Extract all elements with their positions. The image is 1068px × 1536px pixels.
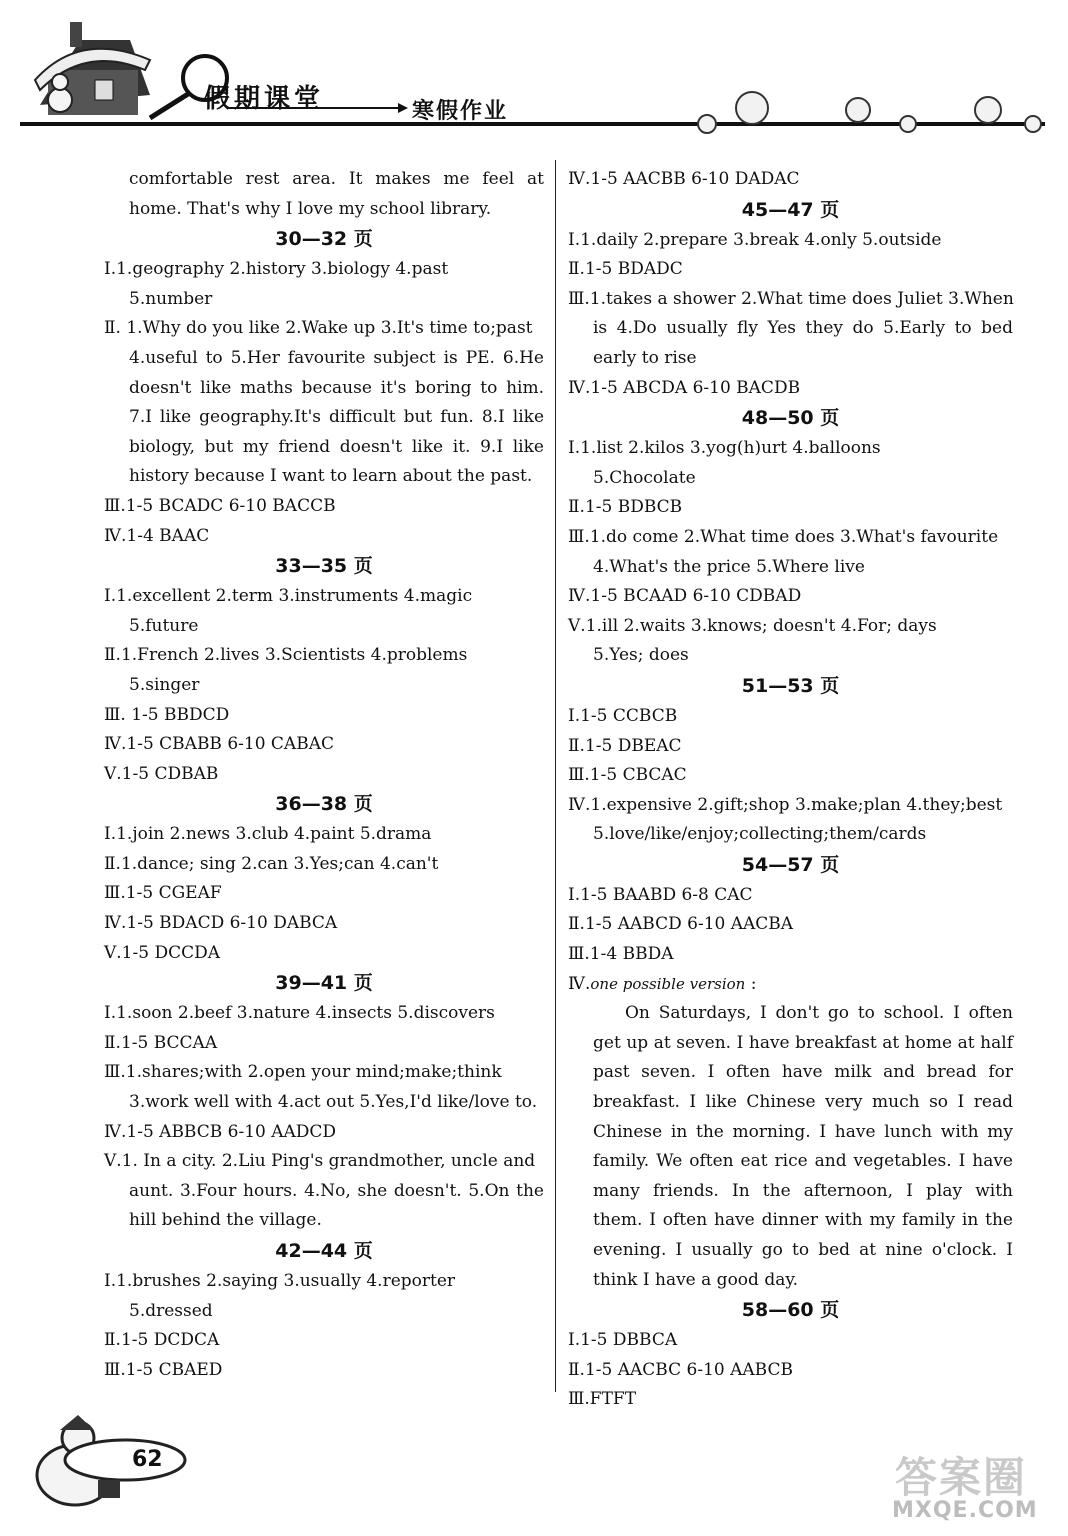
answer-line: Ⅱ.1.dance; sing 2.can 3.Yes;can 4.can't [104, 853, 439, 874]
brand-char: 假 [204, 84, 235, 114]
answer-line: Ⅴ.1-5 CDBAB [104, 763, 219, 784]
answer-line: Ⅲ.1.takes a shower 2.What time does Juliet 3.When [568, 288, 1014, 309]
snow-house-icon [35, 22, 150, 115]
answer-line: Ⅱ.1-5 BDADC [568, 259, 683, 280]
answer-continuation: 5.number [129, 288, 213, 309]
page-range-heading: 39—41 页 [275, 972, 373, 995]
answer-line: Ⅳ.1-5 ABCDA 6-10 BACDB [568, 377, 801, 398]
answer-line: Ⅳ.1-5 CBABB 6-10 CABAC [104, 734, 334, 755]
answer-paragraph: aunt. 3.Four hours. 4.No, she doesn't. 5.On the hill behind the village. [129, 1180, 544, 1231]
answer-paragraph: is 4.Do usually fly Yes they do 5.Early to bed early to rise [593, 318, 1013, 368]
answer-line: Ⅰ.1.geography 2.history 3.biology 4.past [104, 259, 449, 280]
answer-line: Ⅱ. 1.Why do you like 2.Wake up 3.It's time to;past [104, 318, 533, 339]
answer-line: Ⅲ. 1-5 BBDCD [104, 704, 230, 725]
page-number: 62 [132, 1447, 163, 1472]
answer-continuation: 3.work well with 4.act out 5.Yes,I'd like/love to. [129, 1092, 538, 1113]
essay-label-suffix: : [745, 973, 757, 994]
answer-line: Ⅱ.1-5 DCDCA [104, 1330, 220, 1351]
answer-continuation: 5.singer [129, 674, 200, 695]
answer-line: Ⅰ.1.list 2.kilos 3.yog(h)urt 4.balloons [568, 438, 881, 459]
essay-label: one possible version [590, 974, 746, 993]
page-range-heading: 48—50 页 [741, 407, 840, 430]
answer-line: Ⅳ.1-5 BCAAD 6-10 CDBAD [568, 586, 802, 607]
answer-line: Ⅰ.1-5 BAABD 6-8 CAC [568, 884, 753, 905]
page-range-heading: 36—38 页 [275, 793, 373, 816]
answer-line: Ⅴ.1.ill 2.waits 3.knows; doesn't 4.For; days [568, 615, 937, 636]
answer-line: Ⅳ.1-4 BAAC [104, 525, 210, 546]
page-range-heading: 58—60 页 [741, 1299, 840, 1322]
answer-continuation: 5.love/like/enjoy;collecting;them/cards [593, 824, 927, 845]
answer-line: Ⅲ.1.do come 2.What time does 3.What's favourite [568, 526, 999, 547]
answer-line: Ⅱ.1-5 AABCD 6-10 AACBA [568, 914, 794, 935]
brand-rest: 期课堂 [234, 84, 325, 114]
answer-line: Ⅳ.1.expensive 2.gift;shop 3.make;plan 4.they;best [568, 794, 1003, 815]
answer-continuation: 5.future [129, 615, 199, 636]
page-range-heading: 54—57 页 [741, 853, 840, 876]
answer-continuation: 4.What's the price 5.Where live [593, 556, 865, 577]
page-range-heading: 42—44 页 [275, 1240, 373, 1262]
answer-line: Ⅳ.1-5 BDACD 6-10 DABCA [104, 913, 338, 934]
brand-subtitle: 寒假作业 [412, 98, 509, 124]
left-column [104, 165, 544, 1385]
answer-line: Ⅳ.1-5 AACBB 6-10 DADAC [568, 169, 800, 189]
page-range-heading: 45—47 页 [741, 198, 840, 221]
answer-line: Ⅰ.1.soon 2.beef 3.nature 4.insects 5.discovers [104, 1003, 495, 1024]
watermark-url: MXQE.COM [892, 1498, 1038, 1523]
answer-line: Ⅰ.1-5 DBBCA [568, 1330, 678, 1351]
page-header [0, 0, 1068, 150]
answer-line: Ⅰ.1.brushes 2.saying 3.usually 4.reporter [104, 1271, 456, 1291]
answer-line: Ⅲ.FTFT [568, 1389, 637, 1410]
page-range-heading: 51—53 页 [741, 674, 840, 697]
answer-line: Ⅰ.1.excellent 2.term 3.instruments 4.magic [104, 586, 473, 607]
answer-line: Ⅲ.1-5 CBCAC [568, 765, 687, 786]
answer-line: Ⅰ.1-5 CCBCB [568, 705, 678, 726]
answer-line: Ⅰ.1.daily 2.prepare 3.break 4.only 5.outside [568, 229, 942, 250]
answer-line: Ⅱ.1-5 DBEAC [568, 735, 682, 756]
answer-paragraph: 4.useful to 5.Her favourite subject is PE. 6.He doesn't like maths because it's boring to him. 7.I like geography.It's difficult but fun. 8.I like biology, but my friend doesn't like it. 9.I like history because I want to learn about the past. [129, 347, 544, 487]
ornament-bead-icon [698, 92, 1041, 133]
answer-line: Ⅲ.1-5 CGEAF [104, 883, 222, 904]
answer-prefix: Ⅳ. [568, 973, 591, 994]
page-range-heading: 30—32 页 [275, 228, 373, 251]
answer-line: Ⅴ.1. In a city. 2.Liu Ping's grandmother, uncle and [104, 1151, 536, 1172]
answer-line: Ⅲ.1-5 CBAED [104, 1359, 223, 1380]
answer-line: Ⅲ.1-5 BCADC 6-10 BACCB [104, 495, 336, 516]
answer-paragraph: comfortable rest area. It makes me feel at home. That's why I love my school library. [129, 169, 544, 219]
right-column [568, 165, 1013, 1415]
page-range-heading: 33—35 页 [275, 555, 373, 578]
header-decoration [0, 0, 1068, 150]
answer-line: Ⅳ.1-5 ABBCB 6-10 AADCD [104, 1121, 337, 1142]
sample-essay: On Saturdays, I don't go to school. I often get up at seven. I have breakfast at home at half past seven. I often have milk and bread for breakfast. I like Chinese very much so I read Chinese in the morning. I have lunch with my family. We often eat rice and vegetables. I have many friends. In the afternoon, I play with them. I often have dinner with my family in the evening. I usually go to bed at nine o'clock. I think I have a good day. [593, 1003, 1013, 1290]
snowman-icon [20, 1400, 220, 1510]
answer-line: Ⅱ.1-5 AACBC 6-10 AABCB [568, 1359, 793, 1380]
answer-continuation: 5.dressed [129, 1300, 213, 1321]
answer-line [568, 970, 1013, 1000]
answer-line: Ⅰ.1.join 2.news 3.club 4.paint 5.drama [104, 824, 432, 845]
answer-line: Ⅴ.1-5 DCCDA [104, 942, 221, 963]
column-divider [555, 160, 556, 1392]
answer-line: Ⅱ.1.French 2.lives 3.Scientists 4.problems [104, 645, 468, 666]
watermark-logo-text: 答案圈 [895, 1453, 1028, 1502]
answer-line: Ⅱ.1-5 BCCAA [104, 1032, 218, 1053]
answer-line: Ⅲ.1-4 BBDA [568, 944, 674, 965]
answer-line: Ⅲ.1.shares;with 2.open your mind;make;think [104, 1062, 502, 1083]
brand-title [204, 78, 325, 115]
answer-line: Ⅱ.1-5 BDBCB [568, 497, 683, 518]
answer-continuation: 5.Yes; does [593, 645, 689, 666]
answer-continuation: 5.Chocolate [593, 467, 696, 488]
